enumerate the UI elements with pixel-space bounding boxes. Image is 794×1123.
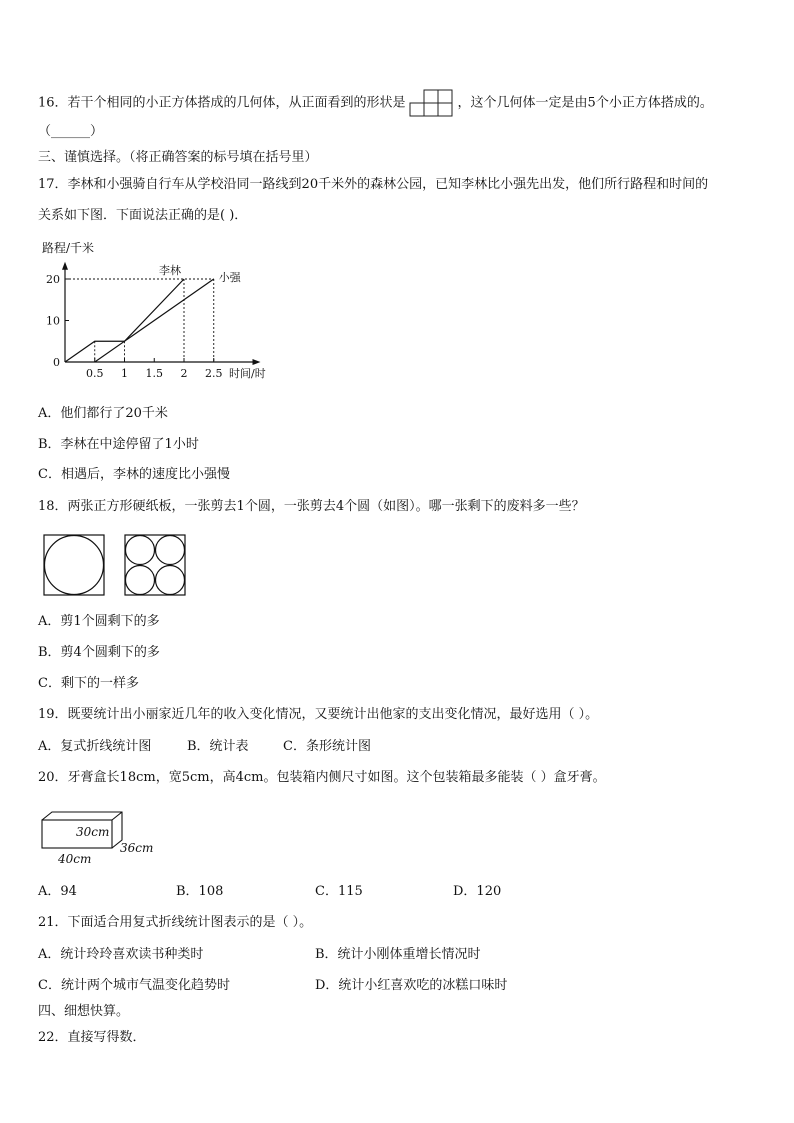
- q18-line1: 18．两张正方形硬纸板，一张剪去1个圆，一张剪去4个圆（如图）。哪一张剩下的废料多一些？: [38, 499, 585, 514]
- q19-option-a: A．复式折线统计图: [38, 739, 152, 754]
- x-axis-label: 时间/时: [229, 367, 266, 380]
- q21-line1: 21．下面适合用复式折线统计图表示的是（ ）。: [38, 915, 313, 930]
- q20-option-c: C．115: [315, 884, 363, 899]
- q16-text-a: 16．若干个相同的小正方体搭成的几何体，从正面看到的形状是: [38, 95, 406, 111]
- square-board-four-circles: [125, 535, 185, 595]
- q17-line1: 17．李林和小强骑自行车从学校沿同一路线到20千米外的森林公园，已知李林比小强先出发，他们所行路程和时间的: [38, 177, 709, 192]
- small-circle: [126, 566, 155, 595]
- q18-option-c: C．剩下的一样多: [38, 676, 139, 691]
- q21-option-a: A．统计玲玲喜欢读书种类时: [38, 947, 204, 962]
- q21-option-d: D．统计小红喜欢吃的冰糕口味时: [315, 978, 508, 993]
- series-label: 小强: [218, 271, 241, 284]
- q20-option-d: D．120: [453, 884, 502, 899]
- small-circle: [156, 566, 185, 595]
- packing-box-figure: [40, 810, 160, 868]
- small-circle: [126, 536, 155, 565]
- q20-line1: 20．牙膏盒长18cm，宽5cm，高4cm。包装箱内侧尺寸如图。这个包装箱最多能装（ ）盒牙膏。: [38, 770, 606, 785]
- large-circle: [45, 536, 104, 595]
- q16-line1: [38, 89, 713, 117]
- q21-option-b: B．统计小刚体重增长情况时: [315, 947, 481, 962]
- x-tick-label: 2.5: [205, 367, 223, 380]
- q17-option-b: B．李林在中途停留了1小时: [38, 437, 199, 452]
- q19-option-b: B．统计表: [187, 739, 249, 754]
- cut-circles-figure: [43, 534, 188, 597]
- front-view-squares-figure: [409, 89, 455, 117]
- section-3-heading: 三、谨慎选择。（将正确答案的标号填在括号里）: [38, 150, 318, 165]
- y-tick-label: 20: [46, 273, 60, 286]
- series-label: 李林: [159, 264, 181, 277]
- section-4-heading: 四、细想快算。: [38, 1004, 130, 1019]
- x-tick-label: 1: [121, 367, 128, 380]
- q19-line1: 19．既要统计出小丽家近几年的收入变化情况，又要统计出他家的支出变化情况，最好选用（ ）。: [38, 707, 599, 722]
- q21-option-c: C．统计两个城市气温变化趋势时: [38, 978, 230, 993]
- q17-option-a: A．他们都行了20千米: [38, 406, 168, 421]
- box-label-length: 40cm: [58, 852, 92, 866]
- q17-option-c: C．相遇后，李林的速度比小强慢: [38, 467, 230, 482]
- box-label-height: 30cm: [76, 825, 110, 839]
- q16-answer-blank: （______）: [38, 124, 104, 139]
- y-axis-label: 路程/千米: [42, 241, 95, 255]
- q20-option-a: A．94: [38, 884, 77, 899]
- q22-line1: 22．直接写得数．: [38, 1030, 146, 1045]
- x-tick-label: 0.5: [86, 367, 104, 380]
- y-tick-label: 10: [46, 314, 60, 328]
- q18-option-b: B．剪4个圆剩下的多: [38, 645, 160, 660]
- q20-option-b: B．108: [176, 884, 224, 899]
- x-tick-label: 1.5: [145, 367, 163, 380]
- series-line-2: [95, 279, 214, 362]
- small-circle: [156, 536, 185, 565]
- q16-text-b: ，这个几何体一定是由5个小正方体搭成的。: [457, 95, 713, 111]
- q19-option-c: C．条形统计图: [283, 739, 371, 754]
- q18-option-a: A．剪1个圆剩下的多: [38, 614, 160, 629]
- distance-time-chart: [38, 238, 288, 383]
- x-axis-arrow: [253, 359, 261, 365]
- y-tick-label: 0: [53, 356, 60, 369]
- y-axis-arrow: [62, 262, 68, 270]
- q17-line2: 关系如下图．下面说法正确的是( )．: [38, 208, 248, 223]
- box-label-depth: 36cm: [120, 841, 154, 855]
- x-tick-label: 2: [180, 367, 188, 380]
